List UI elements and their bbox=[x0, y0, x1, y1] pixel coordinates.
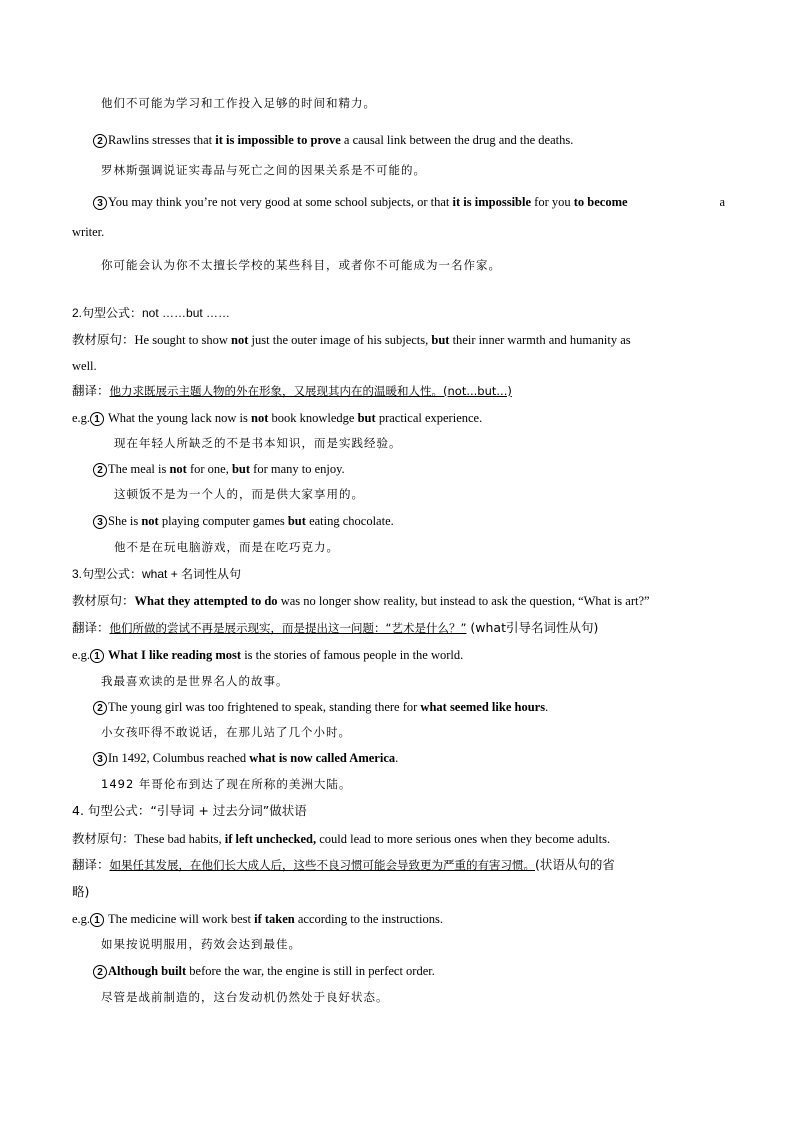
s1-example-2: 2 Rawlins stresses that it is impossible to prove a causal link between the drug and the deaths. bbox=[93, 131, 573, 149]
circled-number-icon: 2 bbox=[93, 701, 107, 715]
circled-number-icon: 1 bbox=[90, 649, 104, 663]
s3-heading: 3.句型公式：what + 名词性从句 bbox=[72, 567, 242, 581]
s4-original-sentence: 教材原句：These bad habits, if left unchecked, could lead to more serious ones when they become adults. bbox=[72, 831, 611, 846]
s4-example-1-translation: 如果按说明服用，药效会达到最佳。 bbox=[101, 937, 301, 951]
s3-example-2-translation: 小女孩吓得不敢说话，在那儿站了几个小时。 bbox=[101, 725, 351, 739]
s3-example-3: 3 In 1492, Columbus reached what is now called America. bbox=[93, 749, 398, 767]
circled-number-icon: 2 bbox=[93, 134, 107, 148]
s2-example-2: 2 The meal is not for one, but for many to enjoy. bbox=[93, 460, 345, 478]
s1-example-2-translation: 罗林斯强调说证实毒品与死亡之间的因果关系是不可能的。 bbox=[101, 163, 426, 177]
circled-number-icon: 3 bbox=[93, 515, 107, 529]
s3-example-2: 2 The young girl was too frightened to speak, standing there for what seemed like hours. bbox=[93, 698, 548, 716]
s4-translation: 翻译：如果任其发展，在他们长大成人后，这些不良习惯可能会导致更为严重的有害习惯。(状语从句的省 bbox=[72, 857, 615, 872]
s2-original-cont: well. bbox=[72, 359, 97, 373]
s4-example-1: e.g. 1 The medicine will work best if taken according to the instructions. bbox=[72, 912, 443, 926]
circled-number-icon: 3 bbox=[93, 752, 107, 766]
s3-example-1-translation: 我最喜欢读的是世界名人的故事。 bbox=[101, 674, 289, 688]
s2-translation: 翻译：他力求既展示主题人物的外在形象，又展现其内在的温暖和人性。(not...but...) bbox=[72, 383, 512, 398]
s1-example-3-cont: writer. bbox=[72, 225, 105, 239]
s2-example-3-translation: 他不是在玩电脑游戏，而是在吃巧克力。 bbox=[114, 540, 339, 554]
s3-example-1: e.g. 1 What I like reading most is the stories of famous people in the world. bbox=[72, 648, 464, 662]
s1-example-3: 3 You may think you’re not very good at some school subjects, or that it is impossible for you to become a bbox=[93, 193, 725, 211]
s3-translation: 翻译：他们所做的尝试不再是展示现实，而是提出这一问题：“艺术是什么？” (what引导名词性从句) bbox=[72, 620, 599, 635]
circled-number-icon: 3 bbox=[93, 196, 107, 210]
s2-original-sentence: 教材原句：He sought to show not just the outer image of his subjects, but their inner warmth and humanity as bbox=[72, 332, 631, 347]
s4-example-2: 2 Although built before the war, the engine is still in perfect order. bbox=[93, 962, 435, 980]
circled-number-icon: 1 bbox=[90, 412, 104, 426]
s2-heading: 2.句型公式：not ……but …… bbox=[72, 306, 231, 320]
s1-example-3-translation: 你可能会认为你不太擅长学校的某些科目，或者你不可能成为一名作家。 bbox=[101, 258, 501, 272]
s4-heading: 4. 句型公式：“引导词 + 过去分词”做状语 bbox=[72, 803, 307, 818]
circled-number-icon: 2 bbox=[93, 965, 107, 979]
circled-number-icon: 1 bbox=[90, 913, 104, 927]
s4-example-2-translation: 尽管是战前制造的，这台发动机仍然处于良好状态。 bbox=[101, 990, 389, 1004]
s2-example-3: 3 She is not playing computer games but eating chocolate. bbox=[93, 512, 394, 530]
s3-example-3-translation: 1492 年哥伦布到达了现在所称的美洲大陆。 bbox=[101, 777, 352, 791]
s1-line0: 他们不可能为学习和工作投入足够的时间和精力。 bbox=[101, 96, 376, 110]
s4-translation-cont: 略) bbox=[72, 884, 90, 899]
s2-example-1: e.g. 1 What the young lack now is not book knowledge but practical experience. bbox=[72, 411, 483, 425]
circled-number-icon: 2 bbox=[93, 463, 107, 477]
s3-original-sentence: 教材原句：What they attempted to do was no longer show reality, but instead to ask the question, “What is art?” bbox=[72, 593, 650, 608]
s2-example-1-translation: 现在年轻人所缺乏的不是书本知识，而是实践经验。 bbox=[114, 436, 402, 450]
s2-example-2-translation: 这顿饭不是为一个人的，而是供大家享用的。 bbox=[114, 487, 364, 501]
